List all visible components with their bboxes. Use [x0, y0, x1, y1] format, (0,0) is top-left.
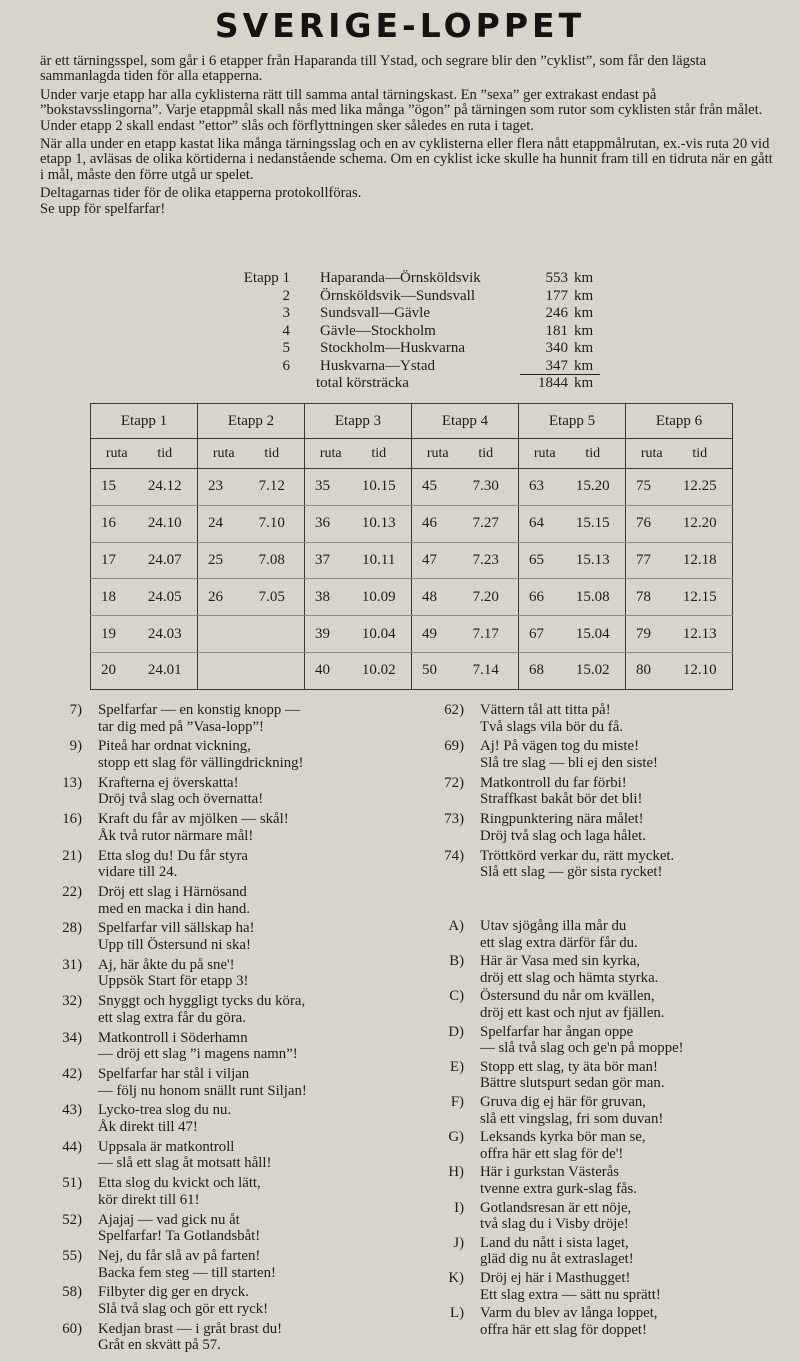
clue-number: 62) [444, 702, 464, 718]
clue-text [98, 1066, 307, 1099]
clue-number: 28) [62, 920, 82, 937]
clue-text [480, 1129, 646, 1162]
table-row [91, 579, 733, 616]
clue-line: Åk direkt till 47! [98, 1118, 198, 1135]
tid-cell: 12.15 [668, 579, 733, 616]
tid-cell: 24.10 [133, 505, 198, 542]
stage-label: 5 [282, 340, 290, 356]
clue-number: K) [448, 1270, 464, 1286]
tid-cell: 24.05 [133, 579, 198, 616]
clue-line: ett slag extra får du göra. [98, 1009, 246, 1026]
tid-header: tid [668, 439, 733, 469]
clue-number: 22) [62, 884, 82, 900]
clue-line: Östersund du når om kvällen, [480, 988, 655, 1005]
clue-line: tar dig med på ”Vasa-lopp”! [98, 718, 264, 735]
clue-text [98, 884, 250, 917]
tid-header: tid [561, 439, 626, 469]
intro-paragraph: Under varje etapp har alla cyklisterna rätt till samma antal tärningskast. En ”sexa” ger extrakast endast på ”bokstavsslingorna”. Varje etappmål skall nås med lika många ”ögon” på tärningen som rutor som cyklisten står från målet. Under etapp 2 skall endast ”ettor” slås och förflyttningen sker således en ruta i taget. [40, 86, 763, 134]
clue-line: Ett slag extra — sätt nu sprätt! [480, 1286, 661, 1303]
tid-cell: 12.25 [668, 469, 733, 506]
tid-cell: 15.08 [561, 579, 626, 616]
tid-cell: 12.20 [668, 505, 733, 542]
clue-text [480, 1200, 631, 1233]
clue-number: 55) [62, 1248, 82, 1264]
distance-unit: km [574, 357, 594, 374]
clue-number: 34) [62, 1029, 82, 1046]
tid-cell: 7.27 [454, 505, 519, 542]
clue-number: 44) [62, 1138, 82, 1155]
clue-line: Varm du blev av långa loppet, [480, 1305, 658, 1322]
tid-cell: 7.12 [240, 469, 305, 506]
clue-number: 69) [444, 738, 464, 755]
clue-line: Slå ett slag — gör sista rycket! [480, 864, 663, 881]
clue-line: Land du nått i sista laget, [480, 1234, 629, 1251]
clue-text [480, 1235, 634, 1268]
clue-line: — följ nu honom snällt runt Siljan! [98, 1082, 307, 1099]
clue-line: Nej, du får slå av på farten! [98, 1248, 261, 1264]
total-distance: 1844 [538, 375, 568, 391]
clue-line: Två slags vila bör du få. [480, 718, 623, 735]
tid-cell [240, 652, 305, 689]
ruta-cell: 25 [198, 542, 240, 579]
ruta-cell: 65 [519, 542, 561, 579]
clue-number: 21) [62, 847, 82, 864]
ruta-cell: 23 [198, 469, 240, 506]
clue-line: gläd dig nu åt extraslaget! [480, 1251, 634, 1268]
tid-cell: 10.09 [347, 579, 412, 616]
clue-line: offra här ett slag för de'! [480, 1145, 624, 1162]
ruta-cell: 15 [91, 469, 133, 506]
stage-time-table [90, 403, 733, 690]
tid-header: tid [454, 439, 519, 469]
stage-header: Etapp 1 [91, 404, 198, 439]
ruta-cell: 66 [519, 579, 561, 616]
ruta-cell: 19 [91, 616, 133, 653]
clue-text [98, 775, 263, 808]
ruta-cell: 39 [305, 616, 347, 653]
clue-line: Gråt en skvätt på 57. [98, 1337, 221, 1354]
clue-line: Aj, här åkte du på sne'! [98, 956, 235, 973]
clue-number: 74) [444, 847, 464, 864]
clue-number: 58) [62, 1284, 82, 1301]
clue-number: 52) [62, 1211, 82, 1228]
distance-unit: km [574, 375, 594, 391]
stage-route: Gävle—Stockholm [320, 322, 436, 339]
clue-number: H) [448, 1164, 464, 1181]
clue-number: 42) [62, 1066, 82, 1082]
tid-cell: 7.23 [454, 542, 519, 579]
table-row [91, 542, 733, 579]
clue-line: Bättre slutspurt sedan gör man. [480, 1075, 665, 1092]
ruta-header: ruta [91, 439, 133, 469]
clue-number: 7) [69, 702, 82, 718]
tid-cell: 15.20 [561, 469, 626, 506]
ruta-cell: 18 [91, 579, 133, 616]
clue-text [480, 988, 665, 1021]
clue-number: 31) [62, 956, 82, 973]
table-row [91, 652, 733, 689]
tid-cell: 24.07 [133, 542, 198, 579]
ruta-cell: 75 [626, 469, 668, 506]
stage-route: Haparanda—Örnsköldsvik [320, 270, 481, 286]
clue-line: Spelfarfar — en konstig knopp — [98, 702, 300, 718]
clue-line: Filbyter dig ger en dryck. [98, 1284, 249, 1301]
distance-unit: km [574, 340, 594, 356]
clue-line: Spelfarfar har ångan oppe [480, 1023, 634, 1040]
tid-cell: 12.10 [668, 652, 733, 689]
stage-header-row [91, 404, 733, 439]
table-row [91, 469, 733, 506]
clue-text [98, 920, 255, 953]
clue-line: stopp ett slag för vällingdrickning! [98, 754, 304, 771]
stage-header: Etapp 6 [626, 404, 733, 439]
clue-text [480, 1305, 658, 1338]
clue-text [480, 918, 638, 951]
ruta-cell: 49 [412, 616, 454, 653]
stage-route: Stockholm—Huskvarna [320, 340, 465, 356]
clue-line: Matkontroll i Söderhamn [98, 1029, 248, 1046]
clue-line: Dröj två slag och laga hålet. [480, 827, 646, 844]
table-row [91, 616, 733, 653]
clue-number: G) [448, 1129, 464, 1146]
clue-text [480, 1094, 663, 1127]
clue-number: D) [448, 1023, 464, 1040]
tid-cell: 24.12 [133, 469, 198, 506]
stage-distance: 347 [545, 357, 568, 374]
ruta-cell: 47 [412, 542, 454, 579]
ruta-cell: 17 [91, 542, 133, 579]
clue-number: 51) [62, 1175, 82, 1192]
ruta-cell: 67 [519, 616, 561, 653]
tid-cell: 15.04 [561, 616, 626, 653]
clue-line: Gruva dig ej här för gruvan, [480, 1094, 646, 1110]
clue-line: Kraft du får av mjölken — skål! [98, 811, 289, 828]
clue-line: Ringpunktering nära målet! [480, 811, 644, 828]
stage-distance: 340 [545, 340, 568, 356]
clue-line: Leksands kyrka bör man se, [480, 1129, 646, 1146]
clue-line: Upp till Östersund ni ska! [98, 936, 251, 953]
intro-paragraph: är ett tärningsspel, som går i 6 etapper från Haparanda till Ystad, och segrare blir den ”cyklist”, som får den lägsta sammanlagda tiden för alla etapperna. [40, 53, 707, 85]
clue-line: Spelfarfar har stål i viljan [98, 1066, 250, 1082]
ruta-cell: 38 [305, 579, 347, 616]
tid-cell: 7.20 [454, 579, 519, 616]
stage-label: 3 [282, 305, 290, 321]
clue-line: Krafterna ej överskatta! [98, 774, 239, 791]
ruta-cell: 76 [626, 505, 668, 542]
clue-number: 9) [69, 738, 82, 755]
tid-cell: 7.05 [240, 579, 305, 616]
clue-line: — slå två slag och ge'n på moppe! [480, 1040, 684, 1057]
tid-cell: 24.03 [133, 616, 198, 653]
clue-line: med en macka i din hand. [98, 900, 251, 917]
ruta-cell [198, 616, 240, 653]
stage-header: Etapp 2 [198, 404, 305, 439]
ruta-cell: 24 [198, 505, 240, 542]
ruta-cell: 20 [91, 652, 133, 689]
tid-cell: 15.13 [561, 542, 626, 579]
stage-label: Etapp 1 [243, 270, 290, 286]
ruta-header: ruta [198, 439, 240, 469]
clue-text [98, 1321, 282, 1354]
ruta-cell: 63 [519, 469, 561, 506]
clue-number: C) [449, 988, 464, 1005]
clue-line: slå ett vingslag, fri som duvan! [480, 1110, 664, 1127]
ruta-cell: 26 [198, 579, 240, 616]
clue-line: Piteå har ordnat vickning, [98, 738, 251, 755]
clue-text [98, 1284, 268, 1317]
clue-line: offra här ett slag för doppet! [480, 1321, 647, 1338]
clue-line: Straffkast bakåt bör det bli! [480, 791, 643, 808]
tid-cell: 10.15 [347, 469, 412, 506]
stage-route: Huskvarna—Ystad [320, 357, 435, 374]
ruta-cell: 68 [519, 652, 561, 689]
intro-paragraph: Deltagarnas tider för de olika etapperna protokollföras. [40, 185, 362, 202]
clue-text [98, 1248, 276, 1281]
distance-unit: km [574, 270, 594, 286]
clue-line: Spelfarfar! Ta Gotlandsbåt! [98, 1228, 261, 1245]
total-label: total körsträcka [316, 375, 409, 391]
clue-text [480, 1059, 665, 1092]
clue-text [98, 1030, 298, 1063]
clue-line: ett slag extra därför får du. [480, 934, 638, 951]
ruta-header: ruta [519, 439, 561, 469]
tid-cell [240, 616, 305, 653]
page-title: SVERIGE-LOPPET [214, 6, 586, 45]
ruta-cell: 45 [412, 469, 454, 506]
stage-label: 2 [282, 287, 290, 304]
tid-header: tid [240, 439, 305, 469]
ruta-header: ruta [626, 439, 668, 469]
ruta-cell: 48 [412, 579, 454, 616]
clue-line: Lycko-trea slog du nu. [98, 1102, 232, 1119]
stage-route: Örnsköldsvik—Sundsvall [320, 287, 476, 304]
clue-line: Dröj ett slag i Härnösand [98, 884, 247, 900]
clue-line: Åk två rutor närmare mål! [98, 827, 254, 844]
clue-line: Backa fem steg — till starten! [98, 1264, 276, 1281]
tid-cell: 15.02 [561, 652, 626, 689]
clue-line: Dröj två slag och övernatta! [98, 791, 264, 808]
clue-line: dröj ett slag och hämta styrka. [480, 969, 659, 986]
clue-line: två slag du i Visby dröje! [480, 1216, 629, 1233]
clue-number: A) [448, 918, 464, 934]
clue-line: Kedjan brast — i gråt brast du! [98, 1320, 283, 1337]
stage-distance: 553 [545, 270, 568, 286]
clue-line: — dröj ett slag ”i magens namn”! [98, 1046, 298, 1063]
ruta-cell: 35 [305, 469, 347, 506]
tid-cell: 15.15 [561, 505, 626, 542]
intro-paragraph: Se upp för spelfarfar! [40, 200, 166, 217]
clue-line: Ajajaj — vad gick nu åt [98, 1211, 240, 1228]
clue-line: Gotlandsresan är ett nöje, [480, 1199, 632, 1216]
ruta-cell: 40 [305, 652, 347, 689]
ruta-header: ruta [305, 439, 347, 469]
clue-text [98, 848, 248, 881]
tid-cell: 10.13 [347, 505, 412, 542]
clue-line: Uppsala är matkontroll [98, 1138, 235, 1155]
clue-line: Snyggt och hyggligt tycks du köra, [98, 993, 306, 1010]
clue-number: 60) [62, 1320, 82, 1337]
tid-cell: 10.02 [347, 652, 412, 689]
tid-cell: 12.13 [668, 616, 733, 653]
ruta-cell: 78 [626, 579, 668, 616]
clue-line: Här är Vasa med sin kyrka, [480, 953, 640, 970]
clue-number: 13) [62, 774, 82, 791]
tid-cell: 7.08 [240, 542, 305, 579]
tid-cell: 7.30 [454, 469, 519, 506]
ruta-cell: 37 [305, 542, 347, 579]
ruta-cell: 79 [626, 616, 668, 653]
clue-line: Utav sjögång illa mår du [480, 918, 627, 934]
clue-line: vidare till 24. [98, 864, 178, 881]
stage-label: 4 [282, 322, 290, 339]
ruta-cell: 50 [412, 652, 454, 689]
clue-line: Etta slog du! Du får styra [98, 847, 248, 864]
clue-text [98, 1139, 271, 1172]
column-header-row [91, 439, 733, 469]
clue-number: 16) [62, 811, 82, 828]
tid-header: tid [347, 439, 412, 469]
ruta-cell: 36 [305, 505, 347, 542]
clue-line: Aj! På vägen tog du miste! [480, 738, 640, 755]
ruta-cell: 46 [412, 505, 454, 542]
clue-text [480, 811, 646, 844]
tid-cell: 10.04 [347, 616, 412, 653]
tid-cell: 24.01 [133, 652, 198, 689]
clue-text [98, 702, 300, 735]
clue-text [480, 1164, 637, 1197]
tid-header: tid [133, 439, 198, 469]
stage-distance: 246 [545, 305, 568, 321]
clue-text [480, 702, 623, 735]
clue-line: Tröttkörd verkar du, rätt mycket. [480, 847, 675, 864]
clue-line: kör direkt till 61! [98, 1191, 200, 1208]
clue-text [98, 811, 289, 844]
clue-text [480, 848, 674, 881]
stage-route: Sundsvall—Gävle [320, 305, 430, 321]
clue-line: Dröj ej här i Masthugget! [480, 1270, 631, 1286]
clue-number: L) [450, 1305, 464, 1322]
clue-text [98, 957, 248, 990]
clue-text [480, 1024, 684, 1057]
clue-number: 43) [62, 1102, 82, 1119]
clue-number: I) [454, 1199, 464, 1216]
tid-cell: 7.17 [454, 616, 519, 653]
clue-number: 73) [444, 811, 464, 828]
clue-line: — slå ett slag åt motsatt håll! [98, 1155, 272, 1172]
clue-number: B) [449, 953, 464, 970]
clue-text [98, 738, 303, 771]
tid-cell: 7.10 [240, 505, 305, 542]
clue-number: F) [450, 1094, 464, 1110]
clue-number: 32) [62, 993, 82, 1010]
clue-line: Uppsök Start för etapp 3! [98, 973, 249, 990]
tid-cell: 10.11 [347, 542, 412, 579]
stage-header: Etapp 3 [305, 404, 412, 439]
distance-unit: km [574, 287, 594, 304]
clue-line: Stopp ett slag, ty äta bör man! [480, 1058, 658, 1075]
clue-number: J) [453, 1234, 464, 1251]
ruta-cell: 16 [91, 505, 133, 542]
ruta-cell: 80 [626, 652, 668, 689]
clue-text [480, 775, 642, 808]
clue-text [480, 738, 658, 771]
clue-line: Etta slog du kvickt och lätt, [98, 1175, 261, 1192]
stage-distance: 181 [545, 322, 568, 339]
clue-number: 72) [444, 774, 464, 791]
intro-text [40, 54, 780, 220]
table-row [91, 505, 733, 542]
clue-line: Spelfarfar vill sällskap ha! [98, 920, 255, 937]
tid-cell: 12.18 [668, 542, 733, 579]
clue-line: Vättern tål att titta på! [480, 702, 611, 718]
stage-label: 6 [282, 357, 290, 374]
clue-text [98, 1212, 260, 1245]
stage-header: Etapp 5 [519, 404, 626, 439]
ruta-cell [198, 652, 240, 689]
clue-line: Slå två slag och gör ett ryck! [98, 1300, 269, 1317]
clue-text [480, 1270, 661, 1303]
clue-text [480, 953, 658, 986]
stage-header: Etapp 4 [412, 404, 519, 439]
clue-line: dröj ett kast och njut av fjällen. [480, 1004, 665, 1021]
stage-distance: 177 [545, 287, 568, 304]
clue-text [98, 1102, 231, 1135]
clue-text [98, 993, 305, 1026]
distance-unit: km [574, 305, 594, 321]
distance-unit: km [574, 322, 594, 339]
tid-cell: 7.14 [454, 652, 519, 689]
ruta-header: ruta [412, 439, 454, 469]
clue-number: E) [450, 1058, 464, 1075]
clue-line: tvenne extra gurk-slag fås. [480, 1180, 637, 1197]
ruta-cell: 64 [519, 505, 561, 542]
clue-text [98, 1175, 261, 1208]
clue-line: Här i gurkstan Västerås [480, 1164, 620, 1181]
clue-line: Matkontroll du far förbi! [480, 774, 627, 791]
ruta-cell: 77 [626, 542, 668, 579]
clue-line: Slå tre slag — bli ej den siste! [480, 754, 658, 771]
intro-paragraph: När alla under en etapp kastat lika många tärningsslag och en av cyklisterna eller flera nått etappmålrutan, ex.-vis ruta 20 vid etapp 1, avläsas de olika körtiderna i nedanstående schema. Om en cyklist icke skulle ha hunnit fram till en tidruta när en gått i mål, måste den förre utgå ur spelet. [40, 136, 773, 183]
